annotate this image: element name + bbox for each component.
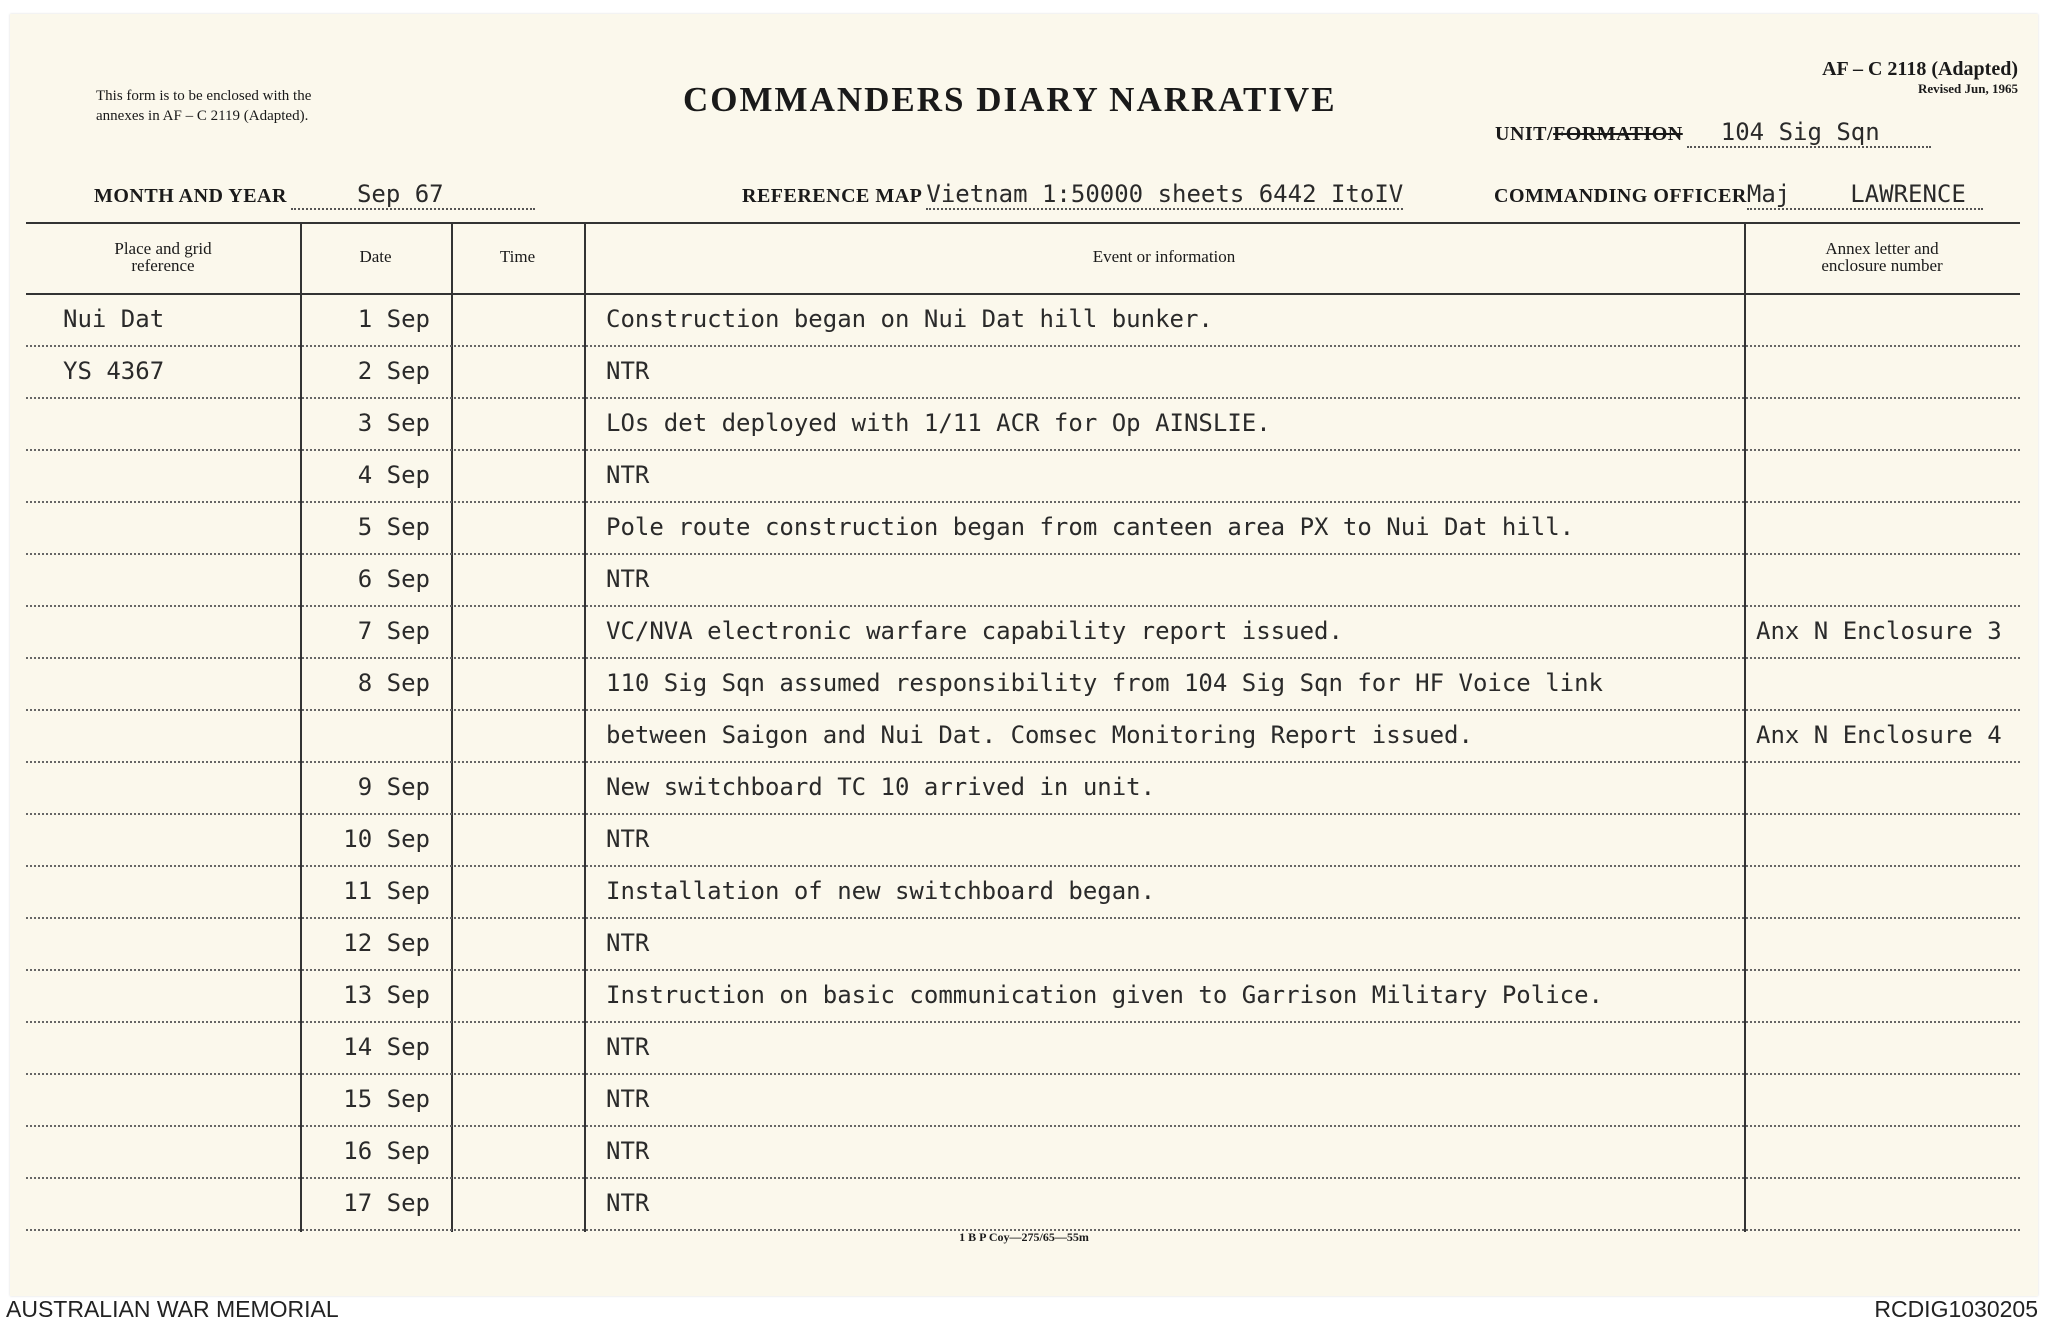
col-header-annex-line-2: enclosure number	[1821, 256, 1943, 275]
cell-place: Nui Dat	[63, 305, 165, 333]
cell-event: New switchboard TC 10 arrived in unit.	[606, 773, 1156, 801]
cell-event: NTR	[606, 929, 650, 957]
cell-date: 5 Sep	[357, 513, 430, 541]
cell-date: 9 Sep	[357, 773, 430, 801]
table-row	[26, 1073, 2020, 1127]
col-header-annex	[1744, 240, 2020, 274]
cell-date: 14 Sep	[343, 1033, 430, 1061]
cell-event: Instruction on basic communication given to Garrison Military Police.	[606, 981, 1603, 1009]
cell-event: NTR	[606, 825, 650, 853]
table-top-rule	[26, 222, 2020, 224]
reference-map-label: REFERENCE MAP	[742, 185, 923, 207]
cell-date: 16 Sep	[343, 1137, 430, 1165]
unit-label-struck: FORMATION	[1553, 123, 1683, 145]
cell-event: 110 Sig Sqn assumed responsibility from 104 Sig Sqn for HF Voice link	[606, 669, 1603, 697]
printer-note: 1 B P Coy—275/65—55m	[959, 1230, 1089, 1244]
commanding-officer-label: COMMANDING OFFICER	[1494, 185, 1747, 207]
reference-map-field	[742, 180, 1403, 210]
cell-event: LOs det deployed with 1/11 ACR for Op AINSLIE.	[606, 409, 1271, 437]
cell-event: Pole route construction began from canteen area PX to Nui Dat hill.	[606, 513, 1575, 541]
commanding-officer-value	[1747, 180, 1983, 210]
cell-date: 13 Sep	[343, 981, 430, 1009]
form-id-block	[1822, 58, 2018, 97]
month-year-label: MONTH AND YEAR	[94, 185, 287, 207]
table-row	[26, 761, 2020, 815]
table-row	[26, 605, 2020, 659]
col-header-date: Date	[359, 247, 392, 266]
co-rank: Maj	[1746, 180, 1791, 208]
cell-date: 8 Sep	[357, 669, 430, 697]
cell-event: between Saigon and Nui Dat. Comsec Monitoring Report issued.	[606, 721, 1473, 749]
table-row	[26, 1125, 2020, 1179]
cell-event: NTR	[606, 1137, 650, 1165]
table-row	[26, 1177, 2020, 1231]
cell-date: 17 Sep	[343, 1189, 430, 1217]
form-note-line-1: This form is to be enclosed with the	[96, 88, 312, 104]
table-row	[26, 397, 2020, 451]
cell-date: 11 Sep	[343, 877, 430, 905]
table-row	[26, 813, 2020, 867]
cell-place: YS 4367	[63, 357, 165, 385]
cell-annex: Anx N Enclosure 3	[1756, 617, 2002, 645]
col-header-place-line-1: Place and grid	[114, 239, 212, 258]
cell-event: NTR	[606, 1033, 650, 1061]
unit-label: UNIT/	[1495, 123, 1554, 145]
cell-date: 12 Sep	[343, 929, 430, 957]
form-note-line-2: annexes in AF – C 2119 (Adapted).	[96, 108, 309, 124]
cell-annex: Anx N Enclosure 4	[1756, 721, 2002, 749]
cell-date: 10 Sep	[343, 825, 430, 853]
cell-event: NTR	[606, 1189, 650, 1217]
commanding-officer-field	[1494, 180, 1983, 210]
col-header-place-line-2: reference	[131, 256, 195, 275]
unit-value: 104 Sig Sqn	[1687, 118, 1931, 148]
table-row	[26, 1021, 2020, 1075]
cell-event: NTR	[606, 461, 650, 489]
cell-event: Installation of new switchboard began.	[606, 877, 1156, 905]
table-row	[26, 917, 2020, 971]
table-row	[26, 553, 2020, 607]
cell-event: NTR	[606, 565, 650, 593]
table-row	[26, 293, 2020, 347]
cell-event: Construction began on Nui Dat hill bunker.	[606, 305, 1213, 333]
month-year-value: Sep 67	[291, 180, 535, 210]
col-header-time: Time	[499, 247, 536, 266]
co-name: LAWRENCE	[1850, 180, 1966, 208]
table-row	[26, 657, 2020, 711]
page-title: COMMANDERS DIARY NARRATIVE	[683, 80, 1337, 119]
col-header-place	[26, 240, 300, 274]
cell-date: 1 Sep	[357, 305, 430, 333]
form-note	[96, 86, 311, 126]
table-row	[26, 709, 2020, 763]
cell-event: NTR	[606, 1085, 650, 1113]
cell-event: VC/NVA electronic warfare capability report issued.	[606, 617, 1343, 645]
reference-map-value: Vietnam 1:50000 sheets 6442 ItoIV	[926, 180, 1404, 208]
cell-event: NTR	[606, 357, 650, 385]
cell-date: 6 Sep	[357, 565, 430, 593]
cell-date: 7 Sep	[357, 617, 430, 645]
table-row	[26, 969, 2020, 1023]
footer-archive-name: AUSTRALIAN WAR MEMORIAL	[6, 1296, 339, 1322]
form-id: AF – C 2118 (Adapted)	[1822, 58, 2018, 80]
col-header-event: Event or information	[1092, 247, 1236, 266]
footer-record-id: RCDIG1030205	[1874, 1296, 2038, 1322]
form-revised: Revised Jun, 1965	[1917, 81, 2018, 96]
cell-date: 2 Sep	[357, 357, 430, 385]
cell-date: 4 Sep	[357, 461, 430, 489]
unit-field	[1495, 118, 1931, 148]
col-header-annex-line-1: Annex letter and	[1825, 239, 1939, 258]
cell-date: 3 Sep	[357, 409, 430, 437]
table-row	[26, 865, 2020, 919]
table-row	[26, 449, 2020, 503]
table-row	[26, 345, 2020, 399]
month-year-field	[94, 180, 535, 210]
table-row	[26, 501, 2020, 555]
cell-date: 15 Sep	[343, 1085, 430, 1113]
